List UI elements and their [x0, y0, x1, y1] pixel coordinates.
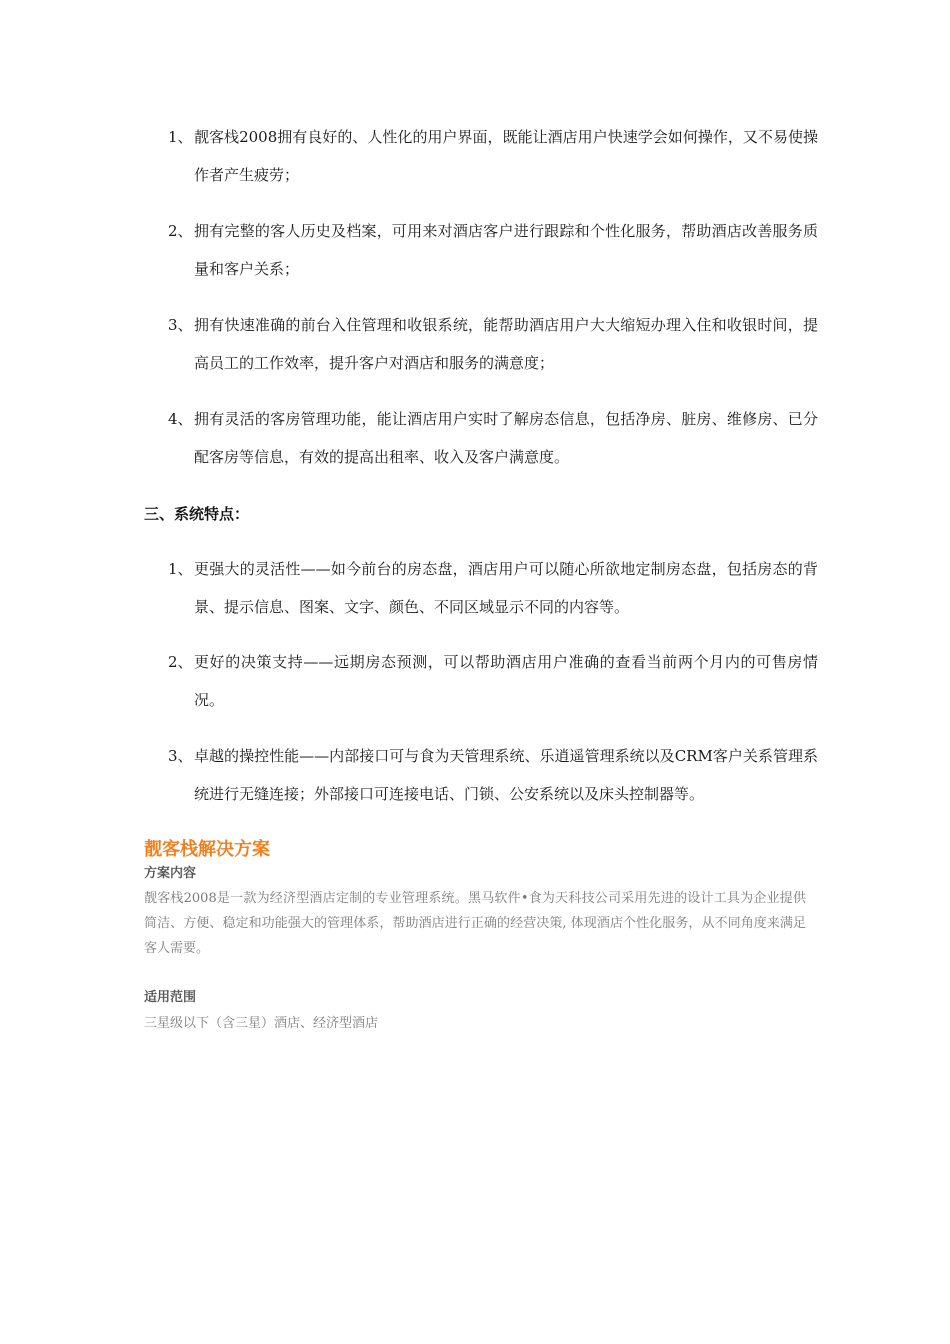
list-number: 4、: [168, 410, 193, 428]
content-heading: 方案内容: [144, 866, 197, 881]
list-item: [168, 550, 818, 626]
list-text: 卓越的操控性能——内部接口可与食为天管理系统、乐逍遥管理系统以及CRM客户关系管理系统进行无缝连接；外部接口可连接电话、门锁、公安系统以及床头控制器等。: [194, 747, 818, 803]
solution-title: 靓客栈解决方案: [144, 839, 270, 860]
list-item: [168, 400, 818, 476]
list-item: [168, 212, 818, 288]
section-heading: 三、系统特点：: [144, 505, 250, 523]
list-number: 2、: [168, 653, 193, 671]
list-item: [168, 118, 818, 194]
list-item: [168, 643, 818, 719]
content-paragraph: 靓客栈2008是一款为经济型酒店定制的专业管理系统。黑马软件•食为天科技公司采用先进的设计工具为企业提供简洁、方便、稳定和功能强大的管理体系，帮助酒店进行正确的经营决策, 体现酒店个性化服务，从不同角度来满足客人需要。: [144, 891, 806, 956]
list-text: 拥有灵活的客房管理功能，能让酒店用户实时了解房态信息，包括净房、脏房、维修房、已分配客房等信息，有效的提高出租率、收入及客户满意度。: [194, 410, 818, 466]
list-number: 3、: [168, 747, 193, 765]
list-item: [168, 306, 818, 382]
list-item: [168, 737, 818, 813]
list-text: 靓客栈2008拥有良好的、人性化的用户界面，既能让酒店用户快速学会如何操作，又不易使操作者产生疲劳；: [194, 128, 818, 184]
scope-paragraph: 三星级以下（含三星）酒店、经济型酒店: [144, 1016, 379, 1031]
list-number: 1、: [168, 560, 193, 578]
list-text: 更强大的灵活性——如今前台的房态盘，酒店用户可以随心所欲地定制房态盘，包括房态的背景、提示信息、图案、文字、颜色、不同区域显示不同的内容等。: [194, 560, 818, 616]
list-number: 1、: [168, 128, 193, 146]
scope-heading: 适用范围: [144, 990, 197, 1005]
list-text: 更好的决策支持——远期房态预测，可以帮助酒店用户准确的查看当前两个月内的可售房情况。: [194, 653, 818, 709]
list-number: 2、: [168, 222, 193, 240]
list-number: 3、: [168, 316, 193, 334]
list-text: 拥有快速准确的前台入住管理和收银系统，能帮助酒店用户大大缩短办理入住和收银时间，提高员工的工作效率，提升客户对酒店和服务的满意度；: [194, 316, 818, 372]
list-text: 拥有完整的客人历史及档案，可用来对酒店客户进行跟踪和个性化服务，帮助酒店改善服务质量和客户关系；: [194, 222, 818, 278]
